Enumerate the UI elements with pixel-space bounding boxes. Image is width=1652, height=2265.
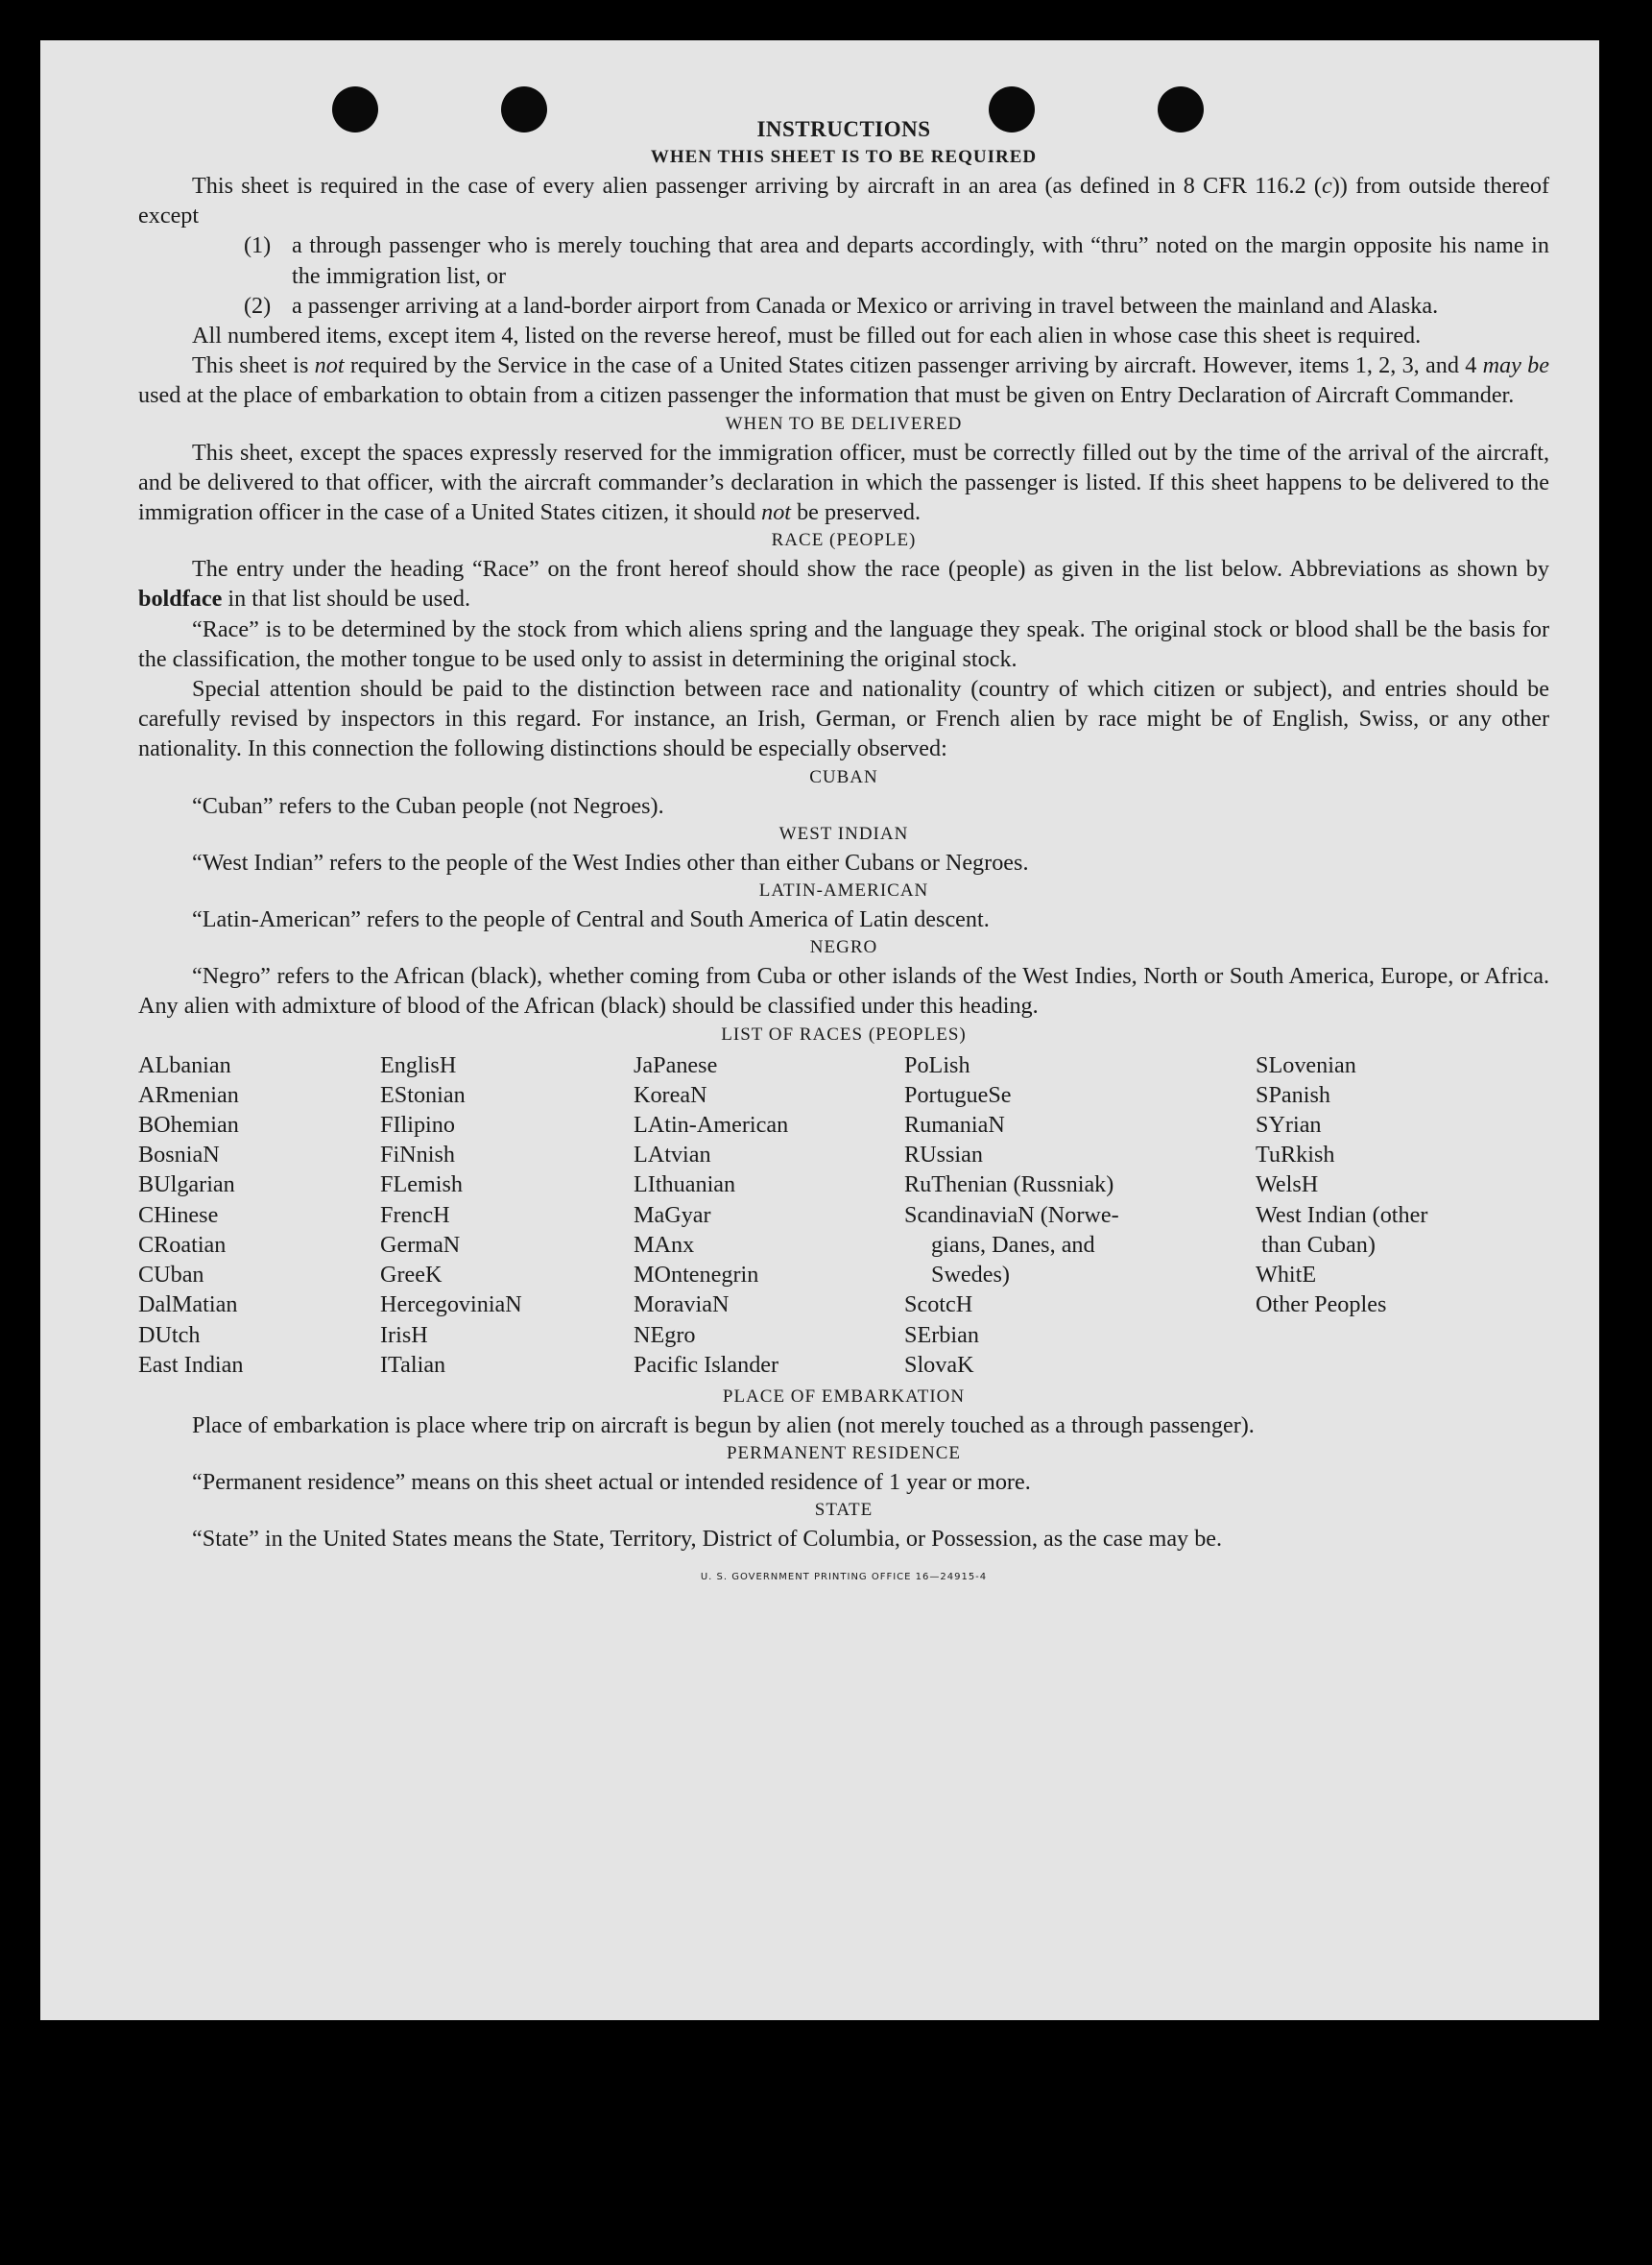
- race-column: [1256, 1050, 1544, 1380]
- race-entry: SLovenian: [1256, 1051, 1356, 1078]
- section-heading-latin-american: LATIN-AMERICAN: [758, 880, 929, 902]
- race-entry: Other Peoples: [1256, 1291, 1387, 1318]
- page-title: INSTRUCTIONS: [756, 117, 931, 141]
- race-column: [138, 1050, 380, 1380]
- race-entry: RUssian: [904, 1142, 983, 1169]
- race-entry: FrencH: [380, 1201, 450, 1228]
- document-content: [138, 115, 1549, 1592]
- section-heading-negro: NEGRO: [809, 937, 878, 958]
- paragraph: “Race” is to be determined by the stock from which aliens spring and the language they speak. The original stock or blood shall be the basis for the classification, the mother tongue to be used only to assist in determining the original stock.: [138, 615, 1549, 672]
- section-heading-races: LIST OF RACES (PEOPLES): [721, 1024, 967, 1045]
- paragraph: “Permanent residence” means on this sheet actual or intended residence of 1 year or more.: [192, 1469, 1031, 1496]
- section-heading-required: WHEN THIS SHEET IS TO BE REQUIRED: [650, 147, 1038, 167]
- race-entry: West Indian (other: [1256, 1201, 1428, 1228]
- race-entry: ITalian: [380, 1351, 446, 1378]
- race-entry: WhitE: [1256, 1262, 1317, 1289]
- paragraph: This sheet, except the spaces expressly reserved for the immigration officer, must be correctly filled out by the time of the arrival of the aircraft, and be delivered to that officer, with the aircraft commander’s declaration in which the passenger is listed. If this sheet happens to be delivered to the immigration officer in the case of a United States citizen, it should not be preserved.: [138, 439, 1549, 526]
- list-item: (1) a through passenger who is merely touching that area and departs accordingly, with “thru” noted on the margin opposite his name in the immigration list, or: [244, 232, 1549, 289]
- race-entry: BOhemian: [138, 1112, 239, 1139]
- paragraph: “Latin-American” refers to the people of Central and South America of Latin descent.: [192, 906, 990, 933]
- race-entry: IrisH: [380, 1321, 428, 1348]
- race-entry: PortugueSe: [904, 1081, 1012, 1108]
- race-entry: ALbanian: [138, 1051, 231, 1078]
- race-entry: BUlgarian: [138, 1171, 235, 1198]
- race-entry: MoraviaN: [634, 1291, 730, 1318]
- race-entry: PoLish: [904, 1051, 970, 1078]
- race-entry: MOntenegrin: [634, 1262, 759, 1289]
- race-entry: GermaN: [380, 1231, 461, 1258]
- race-column: [634, 1050, 904, 1380]
- race-entry: MaGyar: [634, 1201, 711, 1228]
- paragraph: “Cuban” refers to the Cuban people (not Negroes).: [192, 792, 664, 819]
- race-entry: JaPanese: [634, 1051, 718, 1078]
- race-column: [904, 1050, 1256, 1380]
- race-entry: ScotcH: [904, 1291, 973, 1318]
- section-heading-delivered: WHEN TO BE DELIVERED: [725, 413, 963, 434]
- section-heading-embarkation: PLACE OF EMBARKATION: [722, 1386, 966, 1407]
- section-heading-west-indian: WEST INDIAN: [778, 823, 909, 844]
- list-item: (2) a passenger arriving at a land-border airport from Canada or Mexico or arriving in travel between the mainland and Alaska.: [244, 292, 1439, 319]
- race-entry: than Cuban): [1261, 1231, 1376, 1258]
- race-entry: LAtvian: [634, 1142, 711, 1169]
- race-entry: HercegoviniaN: [380, 1291, 522, 1318]
- section-heading-residence: PERMANENT RESIDENCE: [726, 1443, 962, 1464]
- race-entry: FIlipino: [380, 1112, 455, 1139]
- race-entry: GreeK: [380, 1262, 443, 1289]
- paragraph: “State” in the United States means the State, Territory, District of Columbia, or Possession, as the case may be.: [192, 1526, 1223, 1553]
- printer-imprint: U. S. GOVERNMENT PRINTING OFFICE 16—24915-4: [700, 1571, 988, 1582]
- race-entry: RumaniaN: [904, 1112, 1005, 1139]
- paragraph: Special attention should be paid to the distinction between race and nationality (country of which citizen or subject), and entries should be carefully revised by inspectors in this regard. For instance, an Irish, German, or French alien by race might be of English, Swiss, or any other nationality. In this connection the following distinctions should be especially observed:: [138, 676, 1549, 762]
- race-entry: FiNnish: [380, 1142, 455, 1169]
- race-entry: ARmenian: [138, 1081, 239, 1108]
- race-entry: DUtch: [138, 1321, 201, 1348]
- section-heading-race: RACE (PEOPLE): [771, 530, 917, 551]
- race-entry: CHinese: [138, 1201, 219, 1228]
- race-entry: Pacific Islander: [634, 1351, 779, 1378]
- race-entry: DalMatian: [138, 1291, 238, 1318]
- race-entry: SlovaK: [904, 1351, 974, 1378]
- race-entry: East Indian: [138, 1351, 244, 1378]
- race-list: [138, 1050, 1549, 1380]
- race-entry: SErbian: [904, 1321, 979, 1348]
- paragraph: The entry under the heading “Race” on the front hereof should show the race (people) as given in the list below. Abbreviations as shown by boldface in that list should be used.: [138, 556, 1549, 613]
- race-entry: NEgro: [634, 1321, 696, 1348]
- race-column: [380, 1050, 634, 1380]
- paragraph: This sheet is required in the case of every alien passenger arriving by aircraft in an area (as defined in 8 CFR 116.2 (c)) from outside thereof except: [138, 173, 1549, 229]
- paragraph: “West Indian” refers to the people of the West Indies other than either Cubans or Negroes.: [192, 849, 1029, 876]
- race-entry: SYrian: [1256, 1112, 1322, 1139]
- paragraph: This sheet is not required by the Service in the case of a United States citizen passenger arriving by aircraft. However, items 1, 2, 3, and 4 may be used at the place of embarkation to obtain from a citizen passenger the information that must be given on Entry Declaration of Aircraft Commander.: [138, 352, 1549, 409]
- race-entry: TuRkish: [1256, 1142, 1335, 1169]
- race-entry: MAnx: [634, 1231, 695, 1258]
- paragraph: Place of embarkation is place where trip on aircraft is begun by alien (not merely touched as a through passenger).: [192, 1411, 1255, 1438]
- paragraph: All numbered items, except item 4, listed on the reverse hereof, must be filled out for each alien in whose case this sheet is required.: [192, 323, 1422, 349]
- race-entry: CRoatian: [138, 1231, 227, 1258]
- race-entry: ScandinaviaN (Norwe-: [904, 1201, 1119, 1228]
- race-entry: CUban: [138, 1262, 204, 1289]
- race-entry: EStonian: [380, 1081, 466, 1108]
- race-entry: KoreaN: [634, 1081, 707, 1108]
- race-entry: EnglisH: [380, 1051, 457, 1078]
- paragraph: “Negro” refers to the African (black), whether coming from Cuba or other islands of the West Indies, North or South America, Europe, or Africa. Any alien with admixture of blood of the African (black) should be classified under this heading.: [138, 963, 1549, 1020]
- document-sheet: [40, 40, 1599, 2020]
- race-entry: BosniaN: [138, 1142, 220, 1169]
- section-heading-cuban: CUBAN: [809, 766, 878, 787]
- section-heading-state: STATE: [814, 1500, 874, 1521]
- race-entry: RuThenian (Russniak): [904, 1171, 1114, 1198]
- race-entry: gians, Danes, and: [931, 1231, 1095, 1258]
- race-entry: LIthuanian: [634, 1171, 736, 1198]
- race-entry: WelsH: [1256, 1171, 1319, 1198]
- race-entry: LAtin-American: [634, 1112, 789, 1139]
- race-entry: SPanish: [1256, 1081, 1330, 1108]
- race-entry: Swedes): [931, 1262, 1010, 1289]
- race-entry: FLemish: [380, 1171, 464, 1198]
